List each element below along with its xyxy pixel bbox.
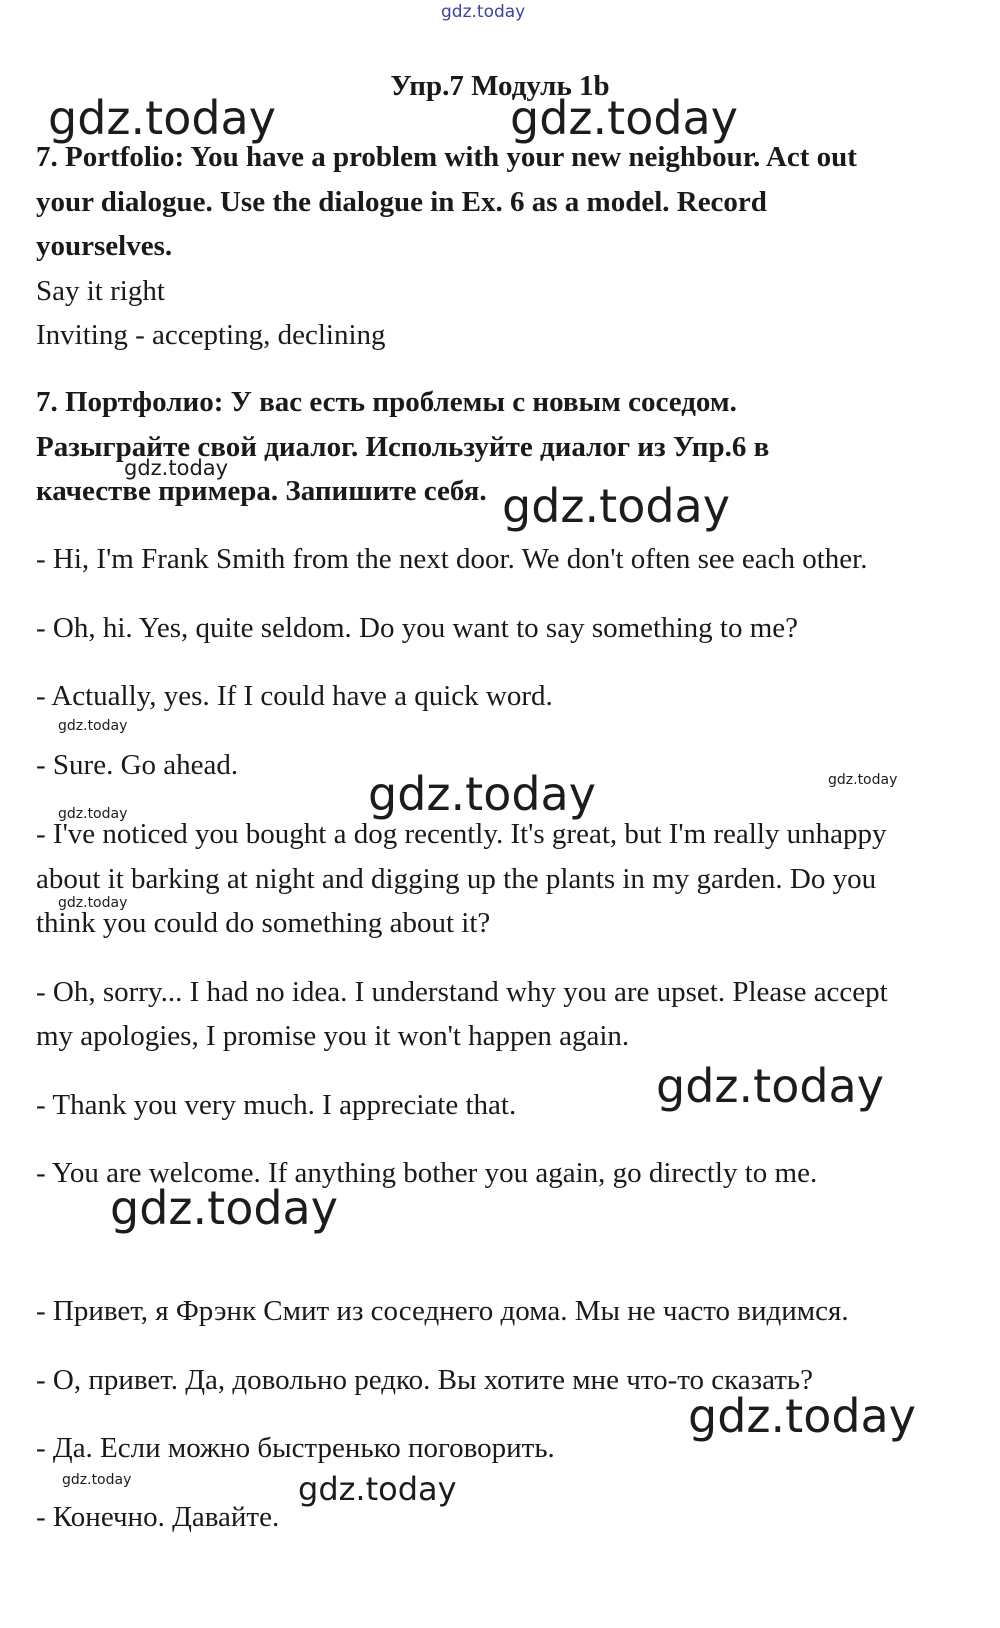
dialogue-en-line: - Oh, hi. Yes, quite seldom. Do you want to say something to me? [36, 612, 799, 644]
dialogue-en-line: - Actually, yes. If I could have a quick word. [36, 680, 553, 712]
task-ru-line: качестве примера. Запишите себя. [36, 475, 487, 507]
watermark: gdz.today [688, 1389, 916, 1443]
dialogue-en-line: - You are welcome. If anything bother you again, go directly to me. [36, 1157, 818, 1189]
watermark: gdz.today [656, 1059, 884, 1113]
watermark: gdz.today [298, 1470, 457, 1508]
dialogue-ru-line: - Да. Если можно быстренько поговорить. [36, 1432, 555, 1464]
dialogue-en-line: my apologies, I promise you it won't happen again. [36, 1020, 630, 1052]
task-ru-line: 7. Портфолио: У вас есть проблемы с новым соседом. [36, 386, 737, 418]
say-it-right: Say it right [36, 275, 165, 307]
dialogue-ru-line: - О, привет. Да, довольно редко. Вы хотите мне что-то сказать? [36, 1364, 814, 1396]
watermark: gdz.today [510, 91, 738, 145]
dialogue-en-line: - Sure. Go ahead. [36, 749, 239, 781]
dialogue-en-line: - I've noticed you bought a dog recently. It's great, but I'm really unhappy [36, 818, 887, 850]
task-en-line: yourselves. [36, 230, 173, 262]
task-ru-line: Разыграйте свой диалог. Используйте диалог из Упр.6 в [36, 431, 770, 463]
dialogue-en-line: think you could do something about it? [36, 907, 491, 939]
watermark: gdz.today [110, 1181, 338, 1235]
watermark: gdz.today [58, 895, 128, 911]
watermark: gdz.today [368, 767, 596, 821]
watermark: gdz.today [828, 772, 898, 788]
watermark: gdz.today [58, 806, 128, 822]
watermark-top: gdz.today [441, 2, 526, 22]
page-title: Упр.7 Модуль 1b [390, 70, 610, 102]
watermark: gdz.today [502, 479, 730, 533]
task-en-line: your dialogue. Use the dialogue in Ex. 6 as a model. Record [36, 186, 767, 218]
watermark: gdz.today [62, 1472, 132, 1488]
dialogue-en-line: - Hi, I'm Frank Smith from the next door. We don't often see each other. [36, 543, 868, 575]
task-en-line: 7. Portfolio: You have a problem with your new neighbour. Act out [36, 141, 857, 173]
watermark: gdz.today [124, 456, 229, 480]
watermark: gdz.today [58, 718, 128, 734]
dialogue-ru-line: - Привет, я Фрэнк Смит из соседнего дома. Мы не часто видимся. [36, 1295, 849, 1327]
dialogue-en-line: about it barking at night and digging up the plants in my garden. Do you [36, 863, 877, 895]
watermark: gdz.today [48, 91, 276, 145]
dialogue-ru-line: - Конечно. Давайте. [36, 1501, 280, 1533]
inviting-line: Inviting - accepting, declining [36, 319, 386, 351]
dialogue-en-line: - Oh, sorry... I had no idea. I understand why you are upset. Please accept [36, 976, 888, 1008]
dialogue-en-line: - Thank you very much. I appreciate that. [36, 1089, 517, 1121]
